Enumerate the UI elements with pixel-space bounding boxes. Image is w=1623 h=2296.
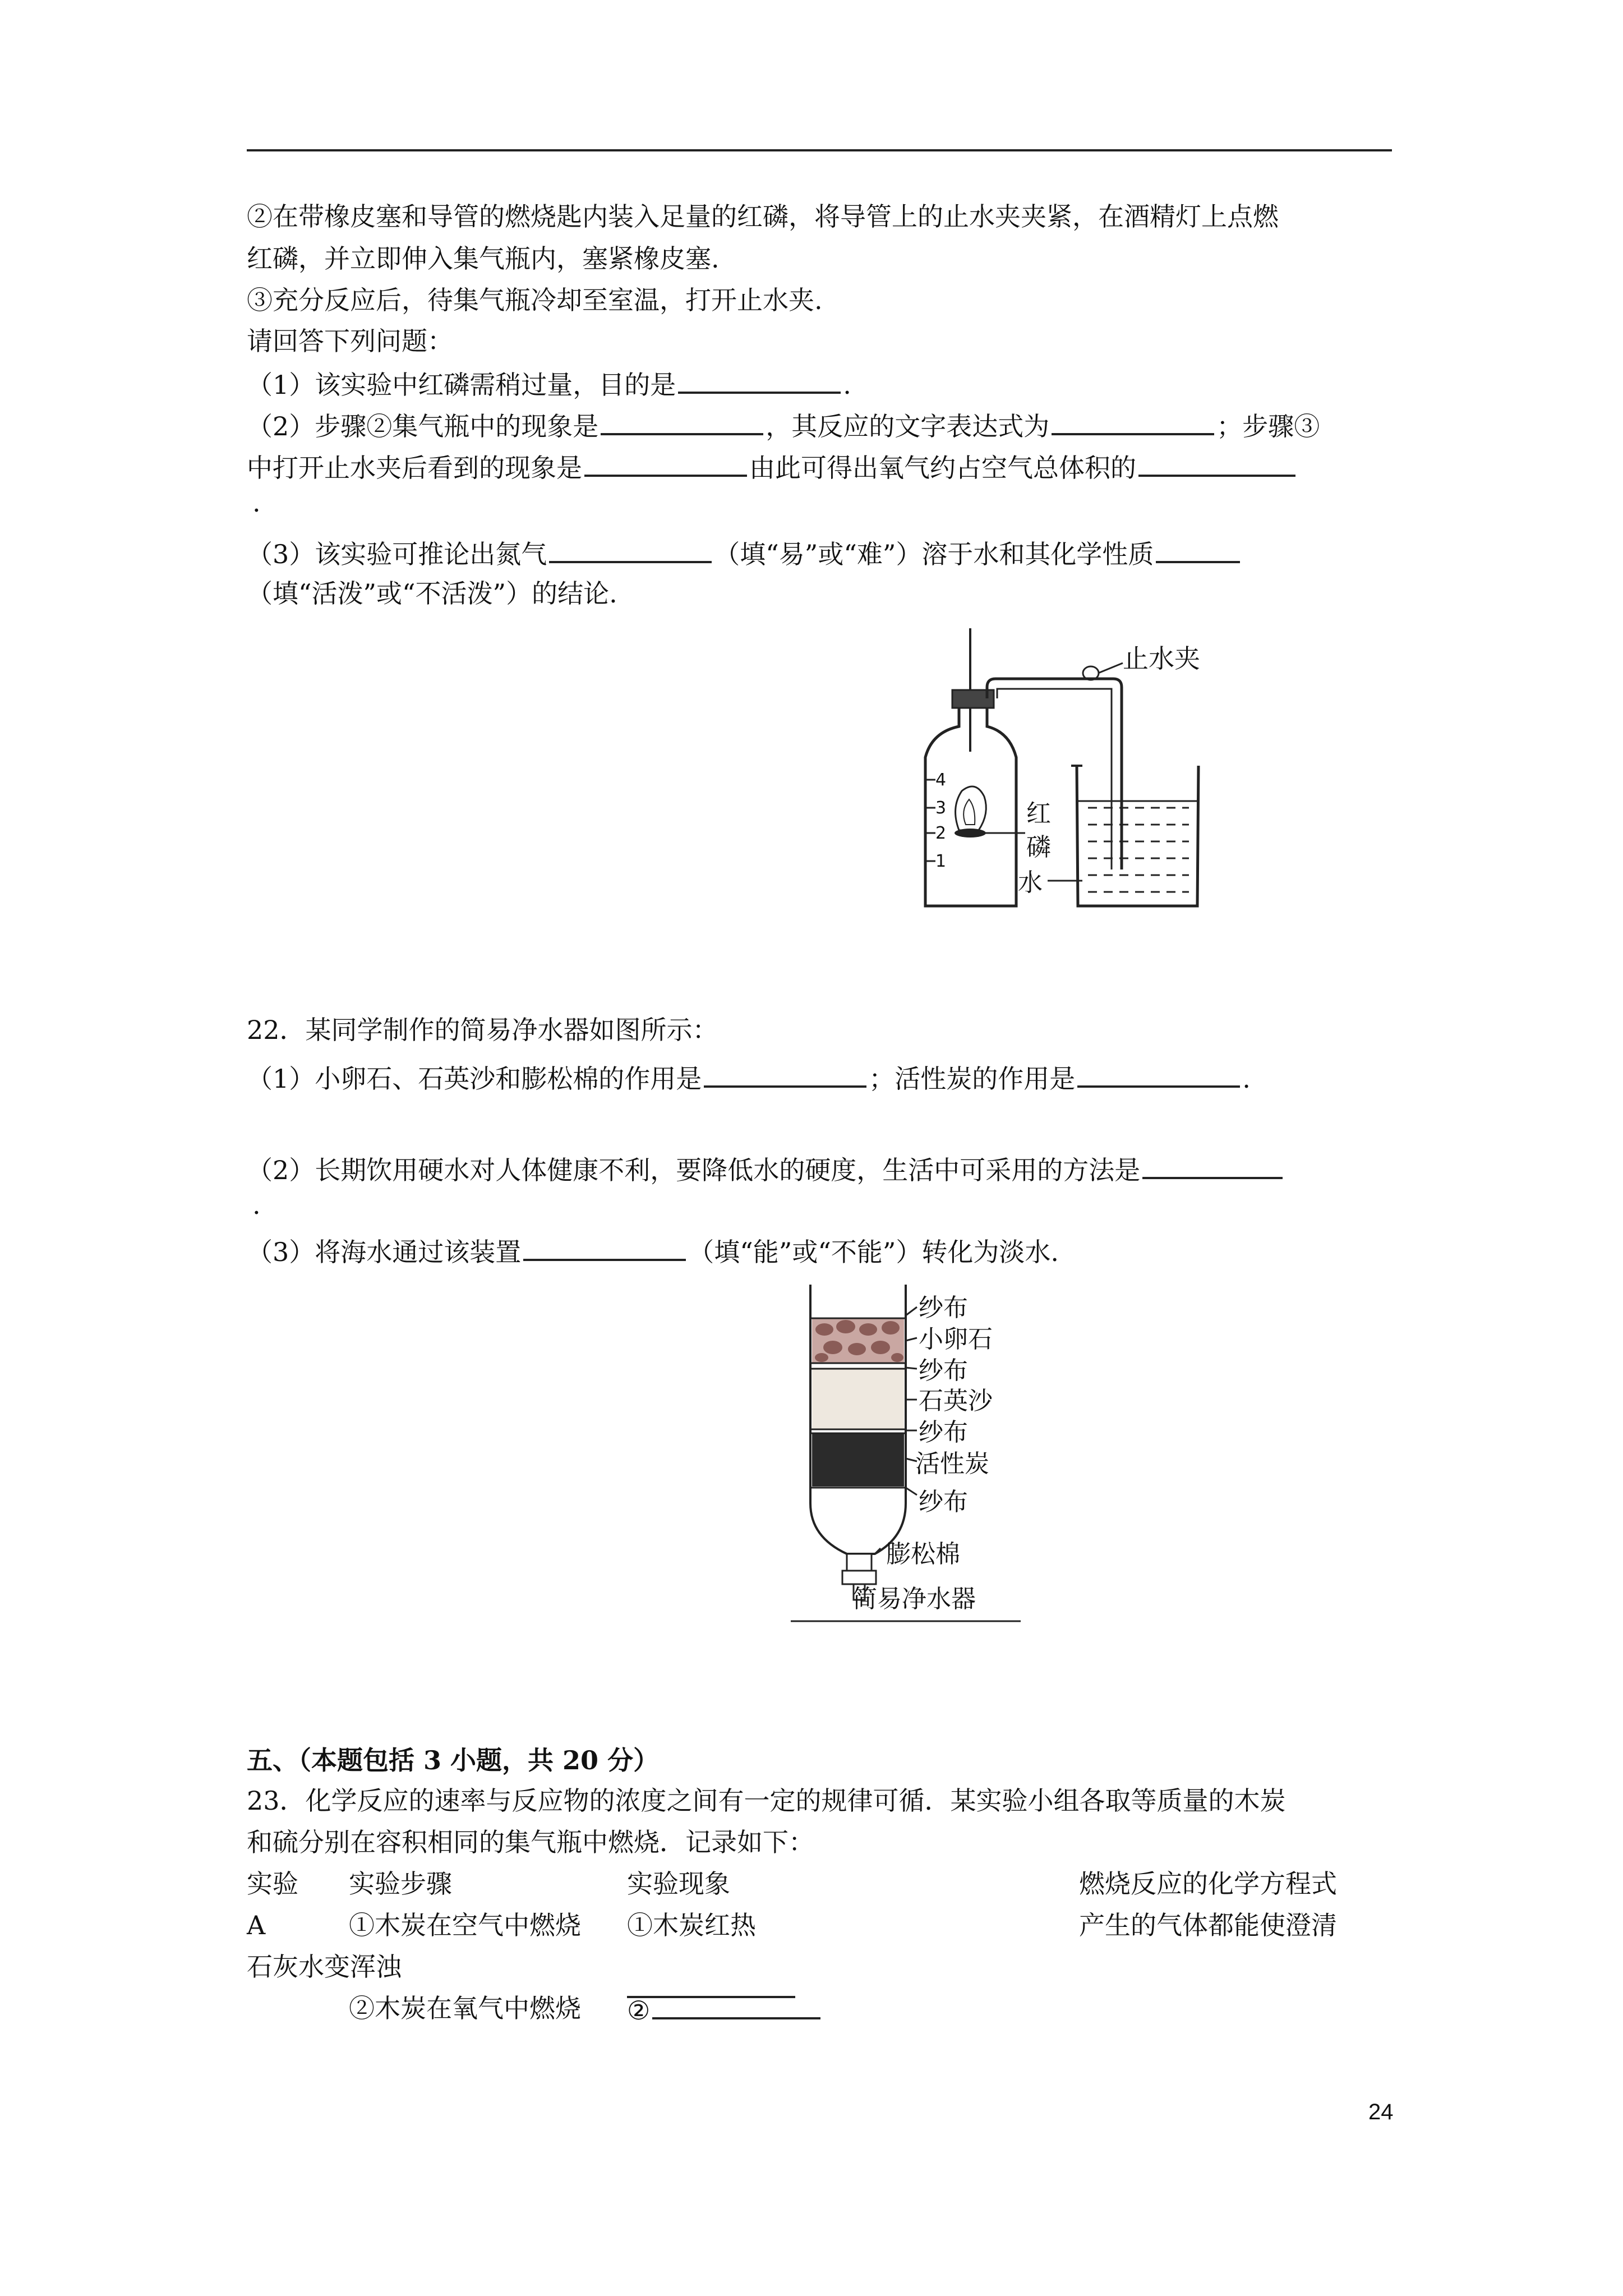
q21-part3-text-b: （填“易”或“难”）溶于水和其化学性质 (714, 539, 1154, 569)
section5-title: 五、（本题包括 3 小题，共 20 分） (247, 1745, 660, 1775)
scale-label: 2 (935, 823, 947, 843)
answer-blank[interactable] (704, 1060, 866, 1088)
phosphorus-label: 磷 (1026, 833, 1051, 862)
table-header-phenomena: 实验现象 (627, 1869, 730, 1899)
pebbles-label: 小卵石 (919, 1325, 993, 1354)
scale-label: 4 (935, 770, 947, 790)
gauze-label: 纱布 (919, 1488, 968, 1516)
q22-part3-text-b: （填“能”或“不能”）转化为淡水. (688, 1237, 1059, 1267)
scale-label: 3 (935, 798, 947, 818)
step3-line: ③充分反应后，待集气瓶冷却至室温，打开止水夹. (247, 285, 823, 315)
gauze-label: 纱布 (919, 1294, 968, 1322)
q22-part1-text-b: ；活性炭的作用是 (869, 1064, 1076, 1094)
q21-part1-text: （1）该实验中红磷需稍过量，目的是 (247, 370, 676, 400)
row-a-phen1: ①木炭红热 (627, 1910, 756, 1940)
answer-blank[interactable] (678, 366, 841, 394)
answer-blank[interactable] (523, 1233, 686, 1261)
row-a-step2: ②木炭在氧气中燃烧 (349, 1993, 581, 2023)
q21-part3-text-a: （3）该实验可推论出氮气 (247, 539, 547, 569)
scale-label: 1 (935, 852, 947, 871)
activated-carbon-label: 活性炭 (915, 1450, 989, 1478)
q21-part2-dot: . (252, 487, 261, 518)
step2-line1: ②在带橡皮塞和导管的燃烧匙内装入足量的红磷，将导管上的止水夹夹紧，在酒精灯上点燃 (247, 201, 1279, 232)
q21-part2-text-a: （2）步骤②集气瓶中的现象是 (247, 411, 599, 441)
water-purifier-figure (791, 1279, 1038, 1627)
q22-part1-text-a: （1）小卵石、石英沙和膨松棉的作用是 (247, 1064, 702, 1094)
table-header-steps: 实验步骤 (349, 1869, 452, 1899)
gauze-label: 纱布 (919, 1418, 968, 1447)
q22-part3-text-a: （3）将海水通过该装置 (247, 1237, 522, 1267)
row-a-phen2-text: ② (627, 1995, 651, 2026)
q21-part2-line2 (247, 449, 1298, 485)
page-number: 24 (1368, 2100, 1394, 2124)
q21-part3-line1 (247, 535, 1242, 571)
q23-line1: 23．化学反应的速率与反应物的浓度之间有一定的规律可循．某实验小组各取等质量的木炭 (247, 1786, 1286, 1816)
answer-blank[interactable] (1077, 1060, 1240, 1088)
period: . (843, 370, 851, 400)
water-label: 水 (1018, 868, 1043, 897)
table-header-equation: 燃烧反应的化学方程式 (1079, 1869, 1337, 1899)
answer-blank[interactable] (1138, 449, 1295, 477)
q22-part2 (247, 1151, 1285, 1187)
row-a-label: A (247, 1910, 266, 1940)
q22-title: 22．某同学制作的简易净水器如图所示： (247, 1015, 718, 1045)
q21-part2-text-b: ，其反应的文字表达式为 (766, 411, 1050, 441)
row-a-phen2 (627, 1991, 823, 2027)
answer-blank[interactable] (549, 535, 712, 563)
header-rule (247, 149, 1392, 151)
table-header-experiment: 实验 (247, 1869, 298, 1899)
answer-blank[interactable] (1142, 1151, 1283, 1179)
row-a-step1: ①木炭在空气中燃烧 (349, 1910, 581, 1940)
answer-blank[interactable] (1052, 407, 1214, 435)
row-a-note-2: 石灰水变浑浊 (247, 1952, 402, 1982)
answer-blank[interactable] (652, 1991, 820, 2019)
phosphorus-apparatus-figure (920, 623, 1245, 914)
ask-line: 请回答下列问题： (247, 326, 453, 356)
q22-part3 (247, 1233, 1059, 1269)
figure-caption: 简易净水器 (852, 1585, 976, 1613)
answer-blank[interactable] (1156, 535, 1240, 563)
q22-part2-dot: . (252, 1190, 261, 1220)
q21-part2-text-c: ；步骤③ (1216, 411, 1320, 441)
step2-line2: 红磷，并立即伸入集气瓶内，塞紧橡皮塞. (247, 243, 720, 274)
answer-blank[interactable] (601, 407, 763, 435)
q21-part3-line2: （填“活泼”或“不活泼”）的结论. (247, 578, 617, 609)
q22-part1 (247, 1060, 1251, 1096)
gauze-label: 纱布 (919, 1356, 968, 1385)
cotton-label: 膨松棉 (886, 1540, 960, 1568)
clip-label: 止水夹 (1123, 643, 1200, 674)
row-a-note-1: 产生的气体都能使澄清 (1079, 1910, 1337, 1940)
q21-part2-text-d: 中打开止水夹后看到的现象是 (247, 453, 582, 483)
period: . (1242, 1064, 1251, 1094)
q21-part2-text-e: 由此可得出氧气约占空气总体积的 (749, 453, 1136, 483)
q21-part2-line1 (247, 407, 1320, 443)
q21-part1 (247, 366, 851, 402)
q22-part2-text: （2）长期饮用硬水对人体健康不利，要降低水的硬度，生活中可采用的方法是 (247, 1155, 1141, 1185)
quartz-sand-label: 石英沙 (919, 1387, 993, 1415)
q23-line2: 和硫分别在容积相同的集气瓶中燃烧．记录如下： (247, 1827, 814, 1857)
red-label: 红 (1026, 799, 1051, 828)
answer-blank[interactable] (584, 449, 747, 477)
